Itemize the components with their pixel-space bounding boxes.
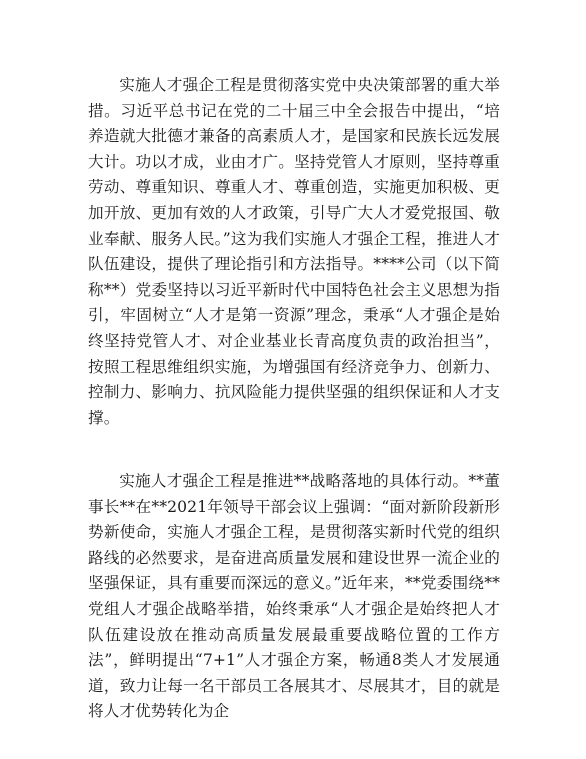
body-paragraph-1: 实施人才强企工程是贯彻落实党中央决策部署的重大举措。习近平总书记在党的二十届三中全会报告中提出，“培养造就大批德才兼备的高素质人才，是国家和民族长远发展大计。功以才成，业由才广。坚持党管人才原则，坚持尊重劳动、尊重知识、尊重人才、尊重创造，实施更加积极、更加开放、更加有效的人才政策，引导广大人才爱党报国、敬业奉献、服务人民。”这为我们实施人才强企工程，推进人才队伍建设，提供了理论指引和方法指导。****公司（以下简称**）党委坚持以习近平新时代中国特色社会主义思想为指引，牢固树立“人才是第一资源”理念，秉承“人才强企是始终坚持党管人才、对企业基业长青高度负责的政治担当”，按照工程思维组织实施，为增强国有经济竞争力、创新力、控制力、影响力、抗风险能力提供坚强的组织保证和人才支撑。 xyxy=(88,76,500,427)
body-paragraph-2: 实施人才强企工程是推进**战略落地的具体行动。**董事长**在**2021年领导干部会议上强调：“面对新阶段新形势新使命，实施人才强企工程，是贯彻落实新时代党的组织路线的必然要求，是奋进高质量发展和建设世界一流企业的坚强保证，具有重要而深远的意义。”近年来，**党委围绕**党组人才强企战略举措，始终秉承“人才强企是始终把人才队伍建设放在推动高质量发展最重要战略位置的工作方法”，鲜明提出“7+1”人才强企方案，畅通8类人才发展通道，致力让每一名干部员工各展其才、尽展其才，目的就是将人才优势转化为企 xyxy=(88,472,500,721)
